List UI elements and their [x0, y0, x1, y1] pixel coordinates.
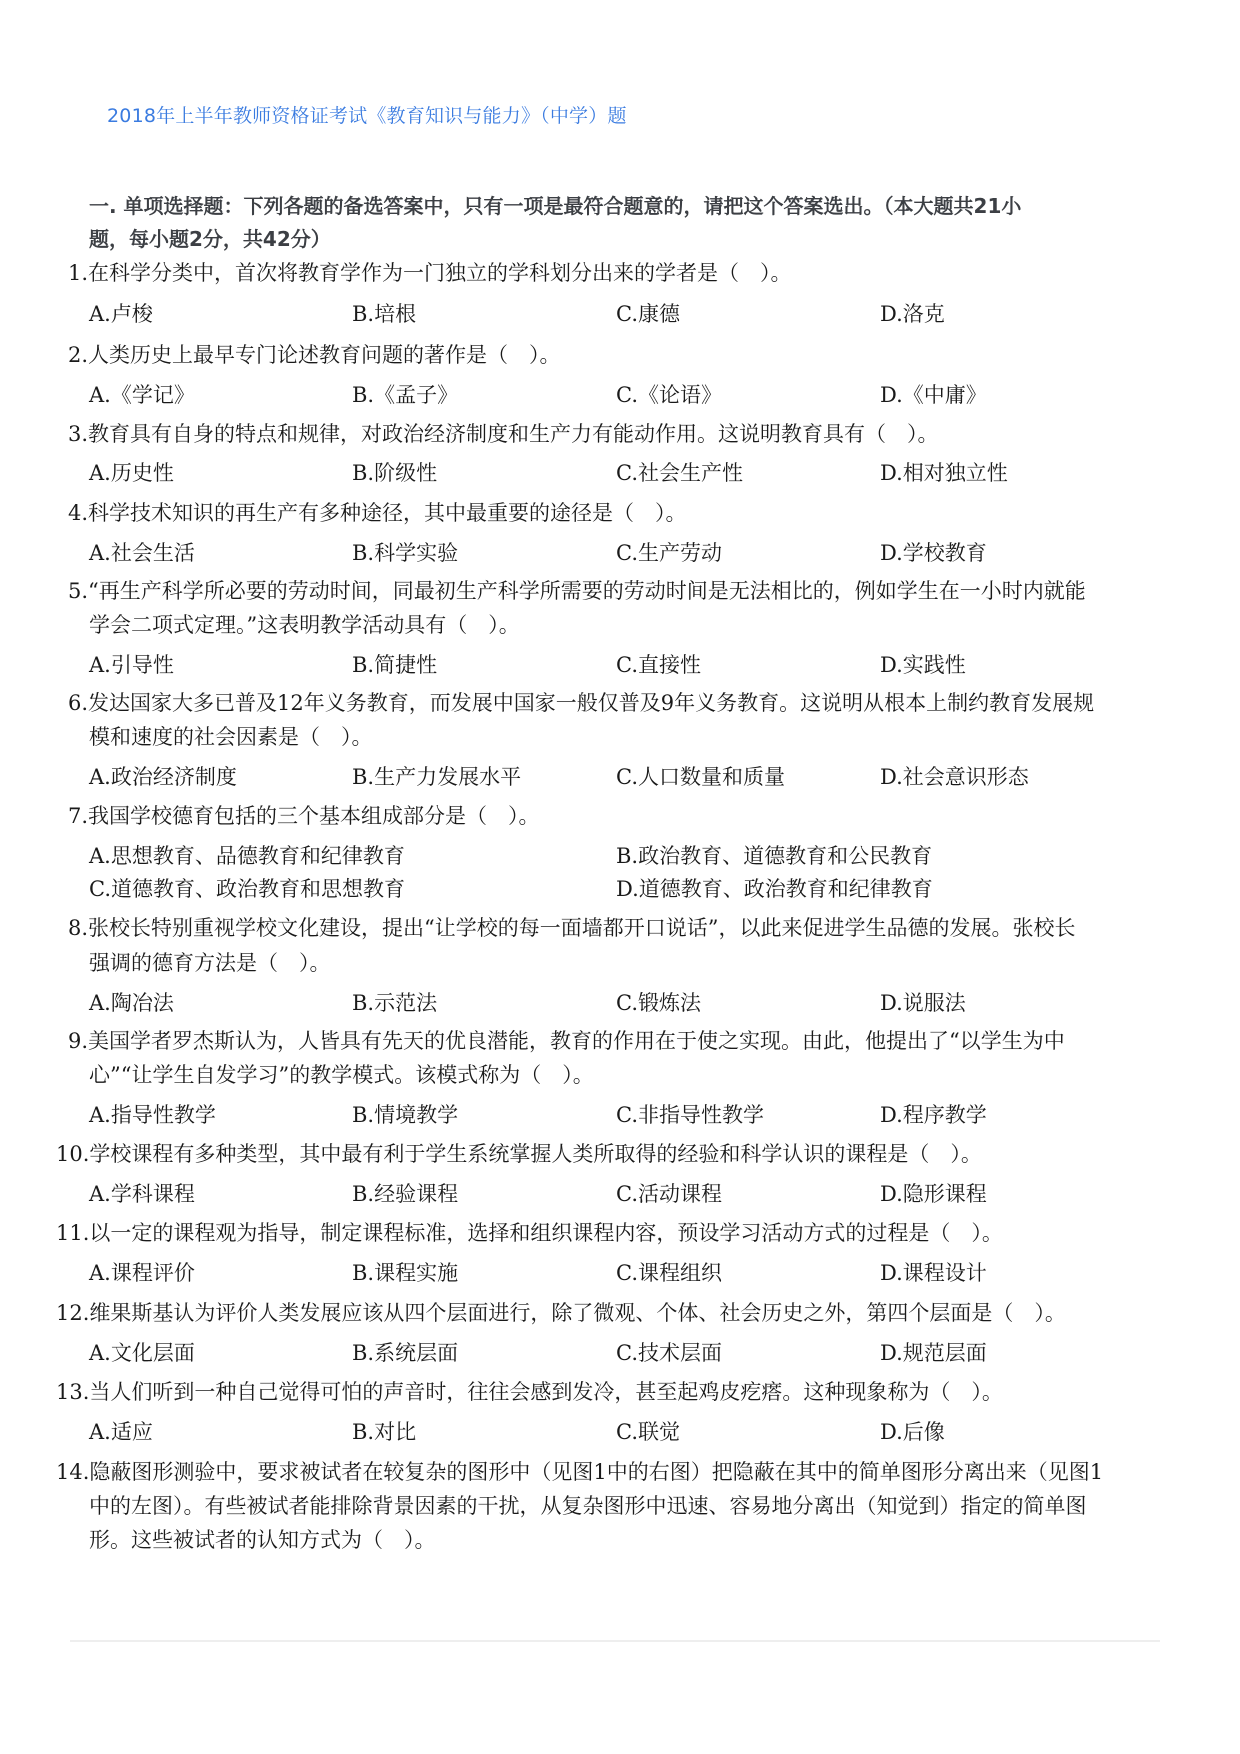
question-5-option-a: A.引导性	[89, 653, 174, 677]
question-1-option-b: B.培根	[352, 302, 417, 326]
section-heading-line-1: 一. 单项选择题：下列各题的备选答案中，只有一项是最符合题意的，请把这个答案选出。（本大题共21小	[89, 194, 1022, 218]
question-12-stem: 12.维果斯基认为评价人类发展应该从四个层面进行，除了微观、个体、社会历史之外，第四个层面是（ ）。	[56, 1301, 1066, 1325]
question-9-option-b: B.情境教学	[352, 1103, 459, 1127]
question-13-option-c: C.联觉	[616, 1420, 680, 1444]
section-heading	[89, 190, 1139, 256]
question-9-stem-line-1: 9.美国学者罗杰斯认为，人皆具有先天的优良潜能，教育的作用在于使之实现。由此，他提出了“以学生为中	[68, 1029, 1065, 1053]
question-8-stem-line-2: 强调的德育方法是（ ）。	[89, 951, 331, 975]
question-3-option-a: A.历史性	[89, 461, 174, 485]
question-3-stem: 3.教育具有自身的特点和规律，对政治经济制度和生产力有能动作用。这说明教育具有（ ）。	[68, 422, 939, 446]
question-3-option-d: D.相对独立性	[880, 461, 1008, 485]
question-3-option-b: B.阶级性	[352, 461, 438, 485]
question-9-option-d: D.程序教学	[880, 1103, 987, 1127]
question-6-option-d: D.社会意识形态	[880, 765, 1029, 789]
question-2-option-b: B.《孟子》	[352, 383, 459, 407]
question-9-stem-line-2: 心”“让学生自发学习”的教学模式。该模式称为（ ）。	[89, 1063, 594, 1087]
question-6-stem-line-2: 模和速度的社会因素是（ ）。	[89, 725, 373, 749]
question-5-stem-line-2: 学会二项式定理。”这表明教学活动具有（ ）。	[89, 613, 520, 637]
question-14-stem-line-3: 形。这些被试者的认知方式为（ ）。	[89, 1528, 436, 1552]
question-8-option-c: C.锻炼法	[616, 991, 701, 1015]
question-10-option-b: B.经验课程	[352, 1182, 459, 1206]
question-10-option-d: D.隐形课程	[880, 1182, 987, 1206]
question-2-option-d: D.《中庸》	[880, 383, 987, 407]
question-4-option-a: A.社会生活	[89, 541, 195, 565]
question-7-option-a: A.思想教育、品德教育和纪律教育	[89, 844, 405, 868]
document-title: 2018年上半年教师资格证考试《教育知识与能力》（中学）题	[107, 105, 627, 127]
question-8-option-a: A.陶冶法	[89, 991, 174, 1015]
question-12-option-d: D.规范层面	[880, 1341, 987, 1365]
question-8-option-d: D.说服法	[880, 991, 966, 1015]
question-3-option-c: C.社会生产性	[616, 461, 743, 485]
question-8-stem-line-1: 8.张校长特别重视学校文化建设，提出“让学校的每一面墙都开口说话”，以此来促进学生品德的发展。张校长	[68, 916, 1076, 940]
question-7-option-d: D.道德教育、政治教育和纪律教育	[616, 877, 933, 901]
question-5-option-d: D.实践性	[880, 653, 966, 677]
section-heading-line-2: 题，每小题2分，共42分）	[89, 227, 331, 251]
question-1-option-c: C.康德	[616, 302, 680, 326]
question-7-option-c: C.道德教育、政治教育和思想教育	[89, 877, 405, 901]
question-6-option-a: A.政治经济制度	[89, 765, 237, 789]
question-11-option-d: D.课程设计	[880, 1261, 987, 1285]
question-2-option-a: A.《学记》	[89, 383, 195, 407]
question-9-option-c: C.非指导性教学	[616, 1103, 764, 1127]
question-11-option-c: C.课程组织	[616, 1261, 722, 1285]
question-9-option-a: A.指导性教学	[89, 1103, 216, 1127]
question-11-option-a: A.课程评价	[89, 1261, 195, 1285]
question-1-option-a: A.卢梭	[89, 302, 153, 326]
question-7-option-b: B.政治教育、道德教育和公民教育	[616, 844, 933, 868]
question-4-option-d: D.学校教育	[880, 541, 987, 565]
question-5-option-b: B.简捷性	[352, 653, 438, 677]
question-2-stem: 2.人类历史上最早专门论述教育问题的著作是（ ）。	[68, 343, 561, 367]
question-13-option-a: A.适应	[89, 1420, 153, 1444]
page-divider	[70, 1640, 1160, 1642]
question-11-option-b: B.课程实施	[352, 1261, 459, 1285]
question-6-stem-line-1: 6.发达国家大多已普及12年义务教育，而发展中国家一般仅普及9年义务教育。这说明从根本上制约教育发展规	[68, 691, 1095, 715]
question-12-option-c: C.技术层面	[616, 1341, 722, 1365]
question-10-option-a: A.学科课程	[89, 1182, 195, 1206]
question-13-stem: 13.当人们听到一种自己觉得可怕的声音时，往往会感到发冷，甚至起鸡皮疙瘩。这种现象称为（ ）。	[56, 1380, 1003, 1404]
question-10-option-c: C.活动课程	[616, 1182, 722, 1206]
question-4-option-c: C.生产劳动	[616, 541, 722, 565]
question-5-option-c: C.直接性	[616, 653, 701, 677]
question-5-stem-line-1: 5.“再生产科学所必要的劳动时间，同最初生产科学所需要的劳动时间是无法相比的，例如学生在一小时内就能	[68, 579, 1086, 603]
question-1-stem: 1.在科学分类中，首次将教育学作为一门独立的学科划分出来的学者是（ ）。	[68, 261, 792, 285]
question-4-option-b: B.科学实验	[352, 541, 459, 565]
question-6-option-c: C.人口数量和质量	[616, 765, 785, 789]
question-8-option-b: B.示范法	[352, 991, 438, 1015]
question-14-stem-line-2: 中的左图）。有些被试者能排除背景因素的干扰，从复杂图形中迅速、容易地分离出（知觉到）指定的简单图	[89, 1494, 1087, 1518]
question-13-option-d: D.后像	[880, 1420, 945, 1444]
question-14-stem-line-1: 14.隐蔽图形测验中，要求被试者在较复杂的图形中（见图1中的右图）把隐蔽在其中的简单图形分离出来（见图1	[56, 1460, 1104, 1484]
question-12-option-b: B.系统层面	[352, 1341, 459, 1365]
question-12-option-a: A.文化层面	[89, 1341, 195, 1365]
question-11-stem: 11.以一定的课程观为指导，制定课程标准，选择和组织课程内容，预设学习活动方式的过程是（ ）。	[56, 1221, 1003, 1245]
question-10-stem: 10.学校课程有多种类型，其中最有利于学生系统掌握人类所取得的经验和科学认识的课程是（ ）。	[56, 1142, 982, 1166]
question-4-stem: 4.科学技术知识的再生产有多种途径，其中最重要的途径是（ ）。	[68, 501, 687, 525]
question-6-option-b: B.生产力发展水平	[352, 765, 522, 789]
question-7-stem: 7.我国学校德育包括的三个基本组成部分是（ ）。	[68, 804, 540, 828]
question-1-option-d: D.洛克	[880, 302, 945, 326]
question-2-option-c: C.《论语》	[616, 383, 722, 407]
question-13-option-b: B.对比	[352, 1420, 417, 1444]
